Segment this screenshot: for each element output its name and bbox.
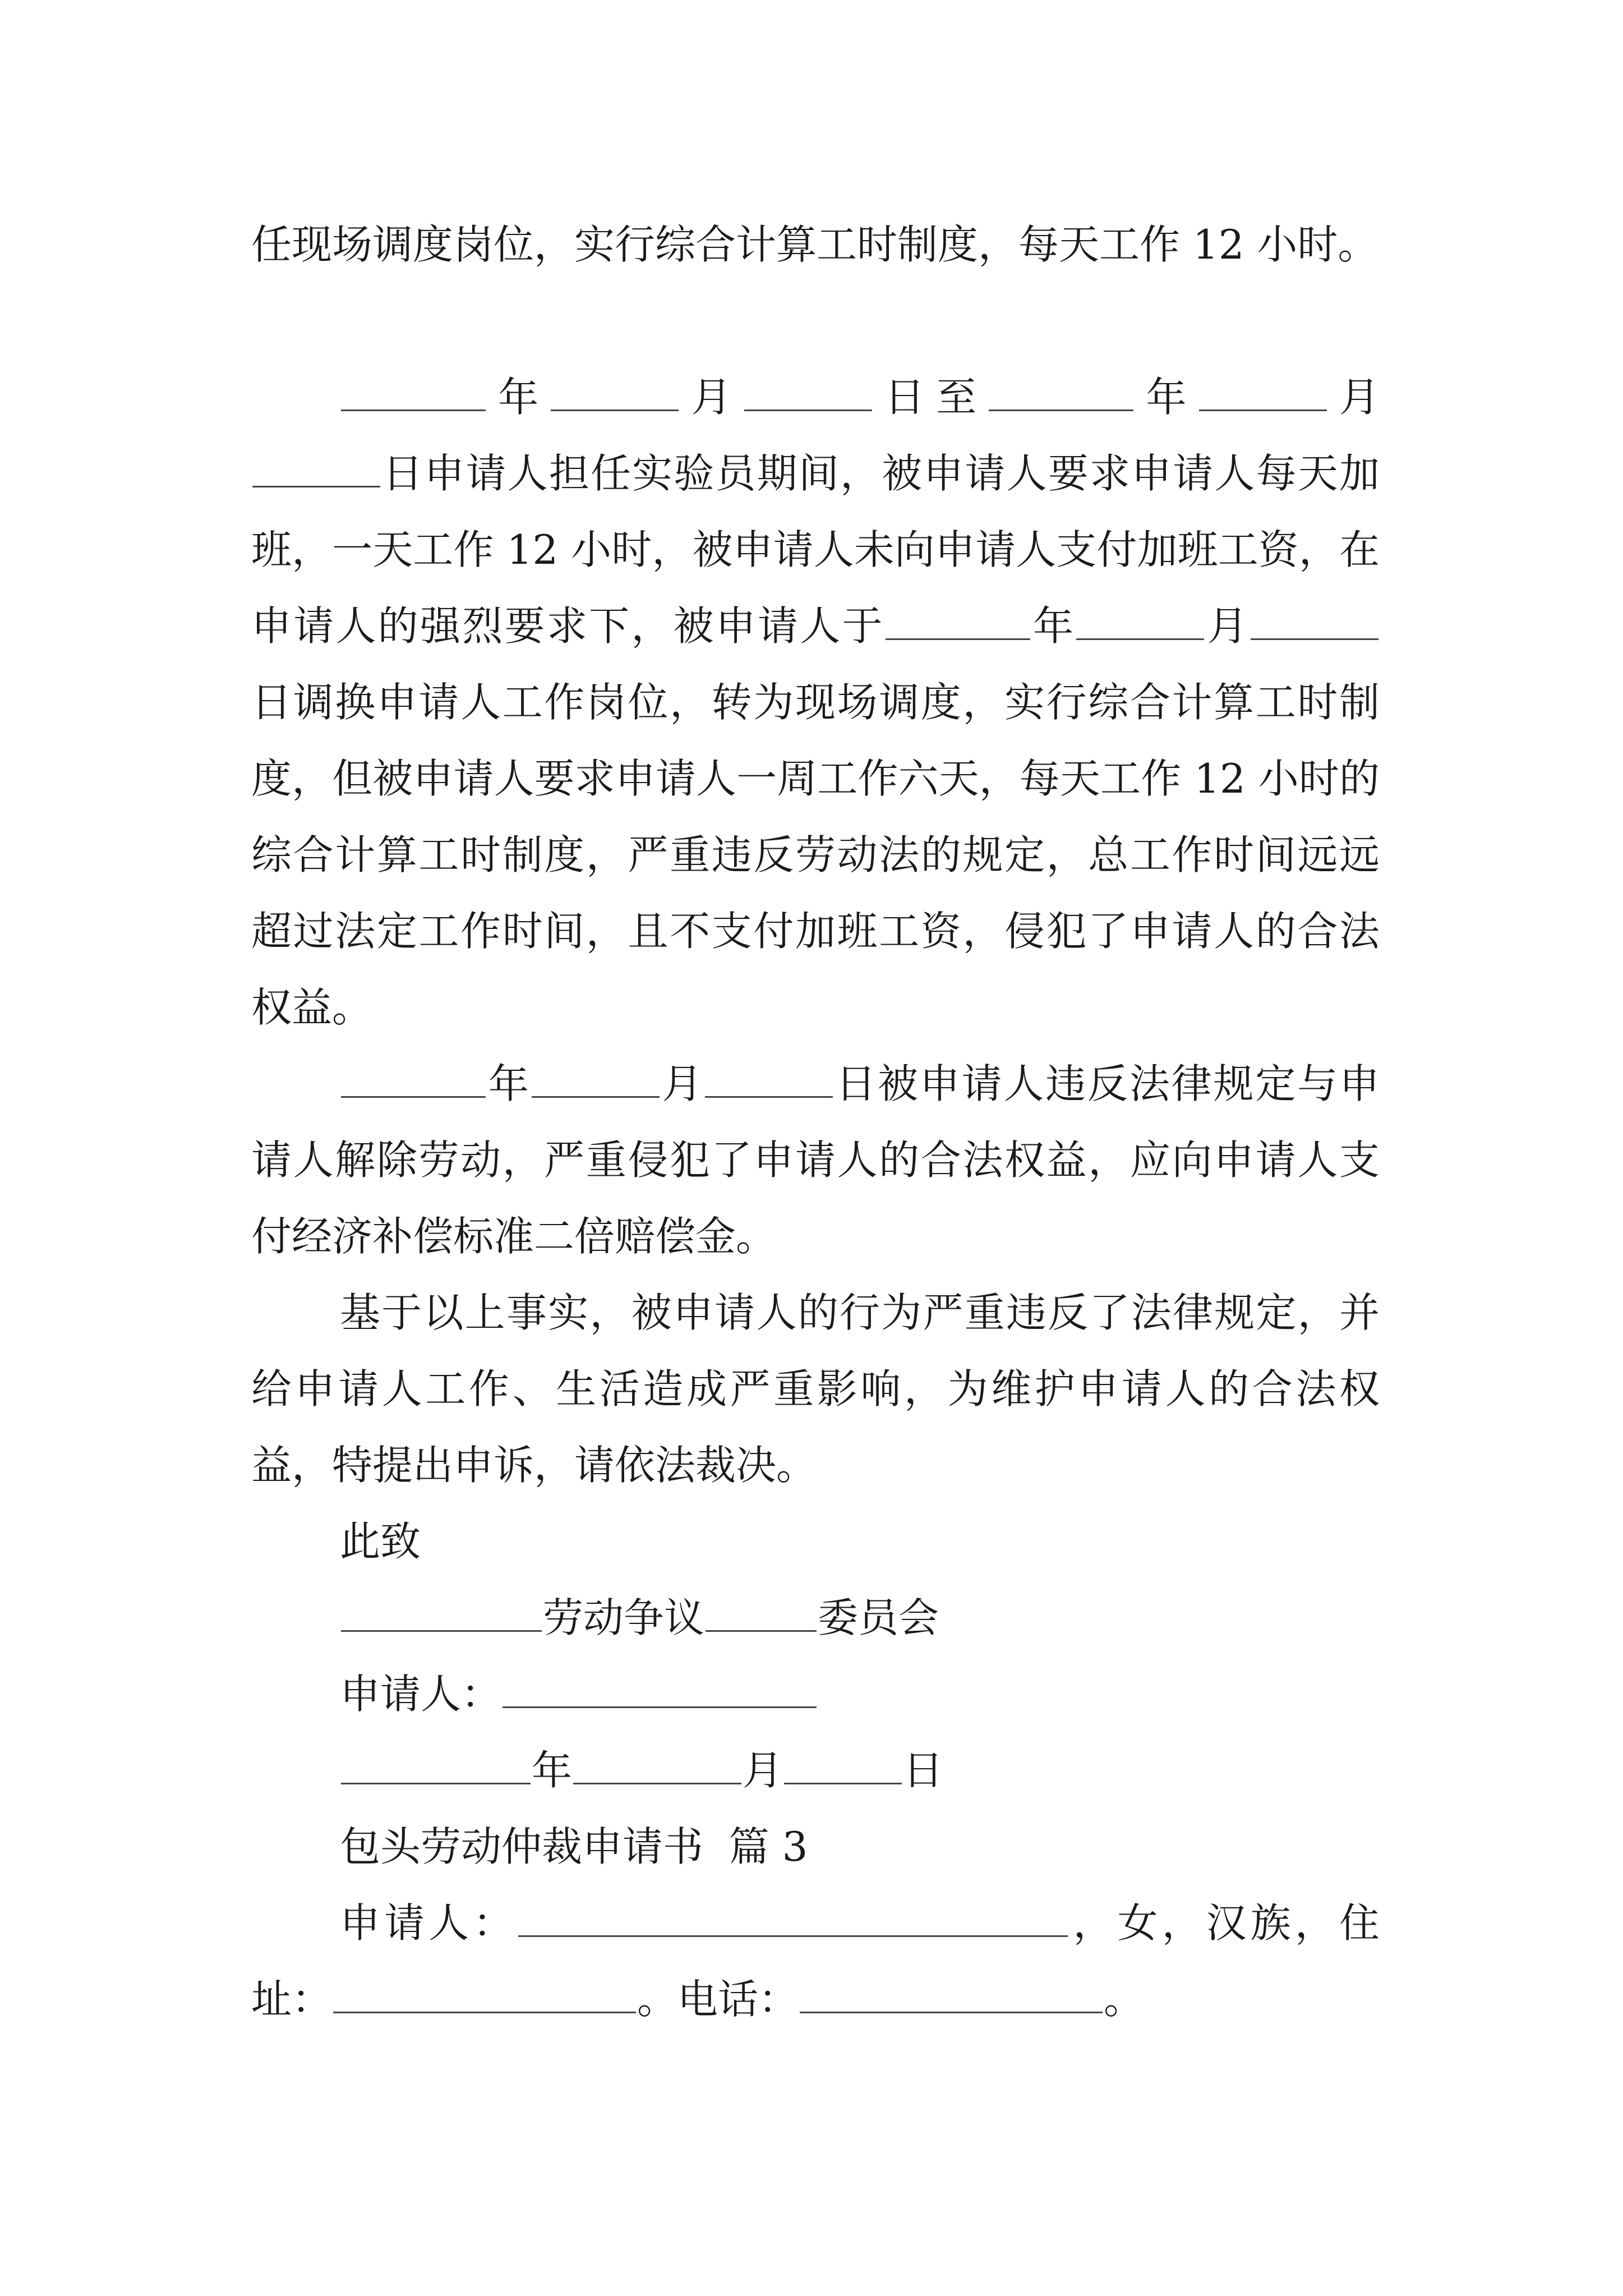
paragraph-text: 日调换申请人工作岗位，转为现场调度，实行综合计算工时制度，但被申请人要求申请人一周工作六天，每天工作 12 小时的综合计算工时制度，严重违反劳动法的规定，总工作时间远远超过法定工作时间，且不支付加班工资，侵犯了申请人的合法权益。 bbox=[251, 679, 1380, 1031]
blank-field bbox=[252, 450, 380, 487]
applicant-signature-line: 申请人： bbox=[251, 1656, 1380, 1732]
year-label: 年 bbox=[1031, 602, 1076, 650]
blank-field bbox=[706, 1594, 817, 1632]
blank-field bbox=[341, 374, 486, 411]
document-page bbox=[251, 206, 1380, 2037]
blank-field bbox=[744, 374, 872, 411]
salutation: 此致 bbox=[340, 1518, 421, 1565]
paragraph-conclusion bbox=[251, 1274, 1380, 1503]
year-label: 年 bbox=[487, 1060, 531, 1107]
year-label: 年 bbox=[487, 374, 550, 421]
month-label: 月 bbox=[1327, 374, 1380, 421]
paragraph-overtime bbox=[251, 359, 1380, 1046]
month-label: 月 bbox=[660, 1060, 704, 1107]
blank-field bbox=[341, 1747, 531, 1784]
blank-field bbox=[532, 1060, 660, 1098]
blank-field bbox=[341, 1060, 486, 1098]
blank-field bbox=[502, 1671, 817, 1708]
blank-field bbox=[886, 602, 1030, 640]
blank-field bbox=[989, 374, 1133, 411]
blank-field bbox=[573, 1747, 741, 1784]
blank-field bbox=[1251, 602, 1378, 640]
year-label: 年 bbox=[1135, 374, 1198, 421]
month-label: 月 bbox=[680, 374, 743, 421]
blank-field bbox=[705, 1060, 833, 1098]
blank-field bbox=[784, 1747, 902, 1784]
date-line: 年 月 日 bbox=[251, 1732, 1380, 1809]
blank-field bbox=[551, 374, 679, 411]
paragraph-termination bbox=[251, 1046, 1380, 1274]
paragraph-text: 日被申请人违反法律规定与申请人解除劳动，严重侵犯了申请人的合法权益，应向申请人支付经济补偿标准二倍赔偿金。 bbox=[251, 1060, 1380, 1260]
paragraph-text: 任现场调度岗位，实行综合计算工时制度，每天工作 12 小时。 bbox=[251, 221, 1378, 268]
section-title: 包头劳动仲裁申请书 篇 3 bbox=[340, 1823, 808, 1870]
blank-field bbox=[518, 1899, 1068, 1937]
blank-field bbox=[1076, 602, 1204, 640]
section3-applicant-paragraph: 申请人： ，女，汉族，住址： 。电话： 。 bbox=[251, 1899, 1380, 2023]
committee-line: 劳动争议 委员会 bbox=[251, 1580, 1380, 1656]
blank-field bbox=[341, 1594, 542, 1632]
blank-field bbox=[333, 1976, 636, 2013]
day-label: 日至 bbox=[873, 374, 988, 421]
blank-field bbox=[1199, 374, 1327, 411]
month-label: 月 bbox=[1205, 602, 1249, 650]
paragraph-continuation bbox=[251, 206, 1380, 359]
paragraph-text: 日申请人担任实验员期间，被申请人要求申请人每天加班，一天工作 12 小时，被申请人未向申请人支付加班工资，在申请人的强烈要求下，被申请人于 bbox=[251, 450, 1380, 650]
blank-field bbox=[800, 1976, 1103, 2013]
paragraph-text: 基于以上事实，被申请人的行为严重违反了法律规定，并给申请人工作、生活造成严重影响，为维护申请人的合法权益，特提出申诉，请依法裁决。 bbox=[251, 1289, 1380, 1489]
